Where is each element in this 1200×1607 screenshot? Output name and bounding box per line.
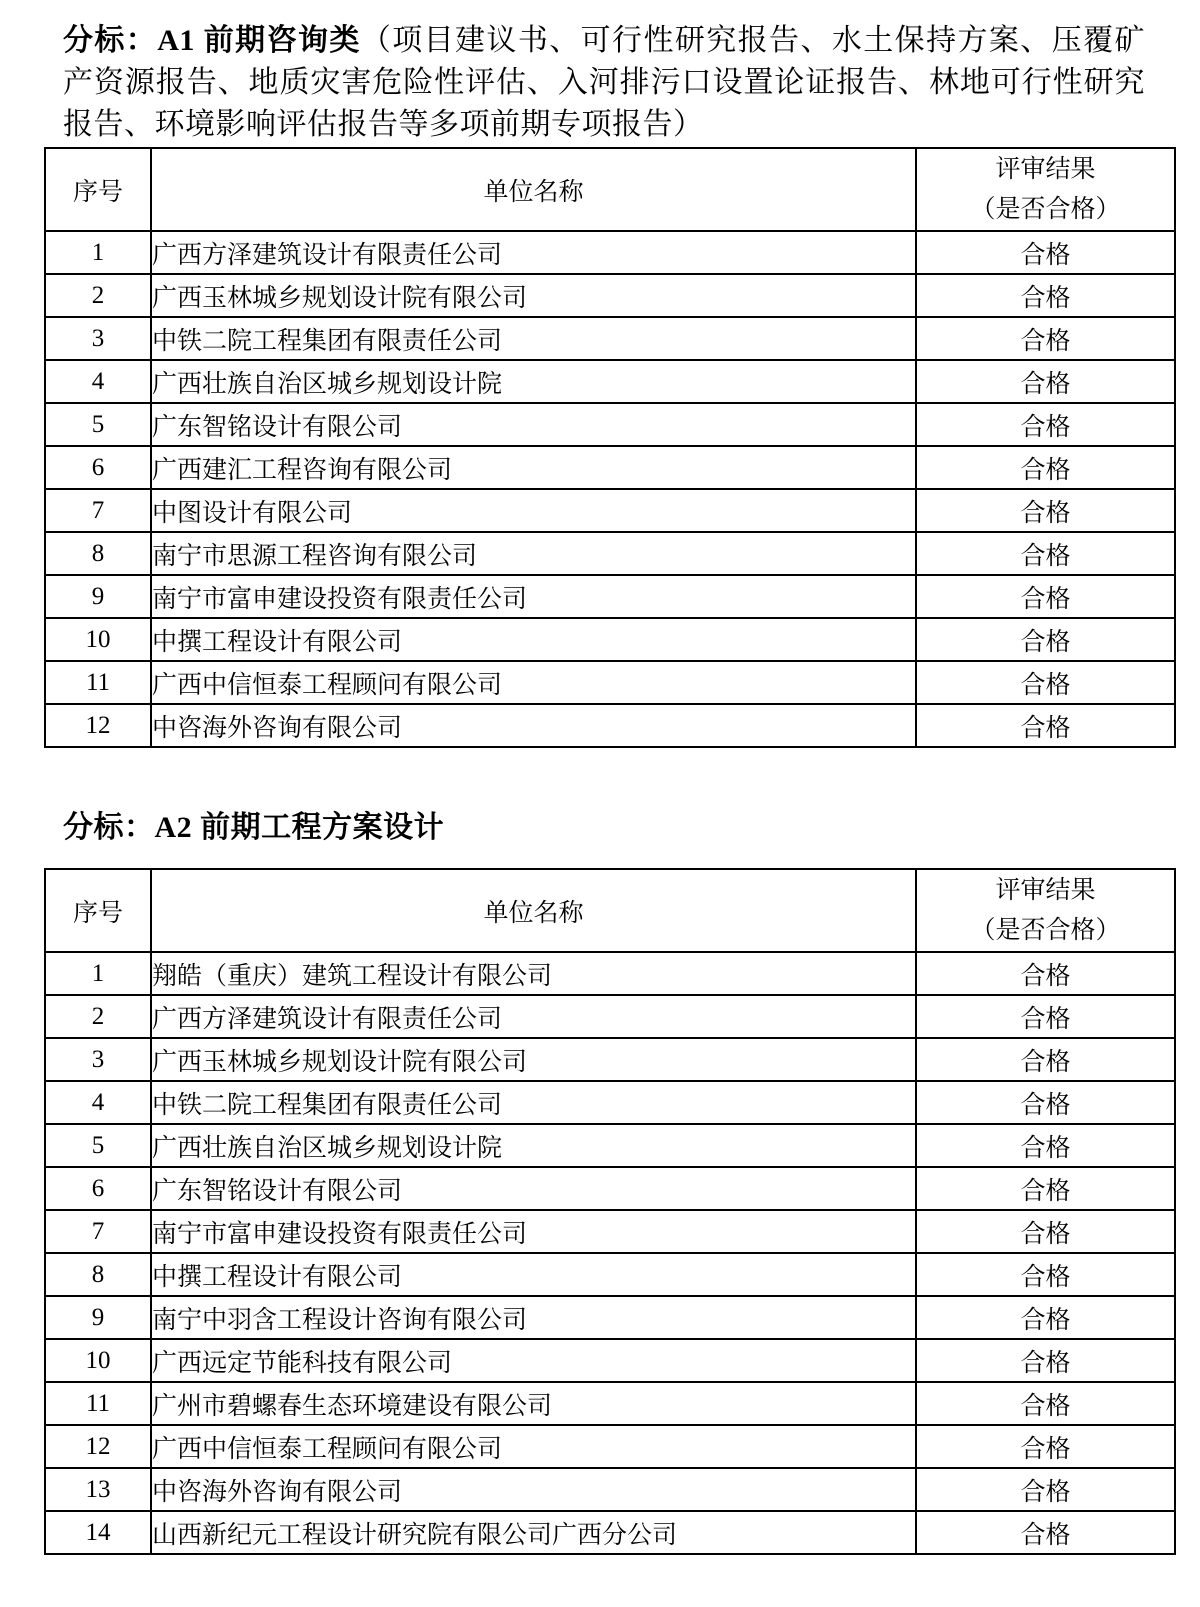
row-index: 5 [45,1124,151,1167]
section-a1-heading-label: 分标：A1 前期咨询类 [63,24,361,57]
table-row [45,489,1175,532]
row-index: 13 [45,1468,151,1511]
table-row [45,1124,1175,1167]
company-name: 中图设计有限公司 [151,489,916,532]
a2-review-table [44,868,1176,1555]
table-row [45,317,1175,360]
table-row [45,704,1175,747]
company-name: 南宁市富申建设投资有限责任公司 [151,575,916,618]
table-row [45,1339,1175,1382]
row-index: 3 [45,317,151,360]
row-index: 9 [45,575,151,618]
section-a1 [44,20,1200,748]
a1-column-header-index: 序号 [45,148,151,231]
row-index: 2 [45,995,151,1038]
table-row [45,446,1175,489]
table-row [45,1511,1175,1554]
row-index: 4 [45,1081,151,1124]
table-row [45,1296,1175,1339]
a1-table-body [45,231,1175,747]
table-row [45,1425,1175,1468]
row-index: 8 [45,532,151,575]
company-name: 广州市碧螺春生态环境建设有限公司 [151,1382,916,1425]
section-a2-heading-label: 分标：A2 前期工程方案设计 [63,811,445,844]
company-name: 山西新纪元工程设计研究院有限公司广西分公司 [151,1511,916,1554]
table-row [45,274,1175,317]
row-index: 1 [45,231,151,274]
review-result: 合格 [916,532,1175,575]
a2-column-header-name: 单位名称 [151,869,916,952]
company-name: 中铁二院工程集团有限责任公司 [151,1081,916,1124]
table-row [45,1167,1175,1210]
review-result: 合格 [916,1296,1175,1339]
row-index: 7 [45,1210,151,1253]
table-row [45,231,1175,274]
review-result: 合格 [916,1081,1175,1124]
company-name: 广西中信恒泰工程顾问有限公司 [151,1425,916,1468]
review-result: 合格 [916,704,1175,747]
row-index: 6 [45,1167,151,1210]
section-a2 [44,807,1200,1555]
review-result: 合格 [916,1511,1175,1554]
company-name: 南宁中羽含工程设计咨询有限公司 [151,1296,916,1339]
review-result: 合格 [916,1382,1175,1425]
table-row [45,661,1175,704]
company-name: 翔皓（重庆）建筑工程设计有限公司 [151,952,916,995]
table-row [45,952,1175,995]
review-result: 合格 [916,575,1175,618]
row-index: 8 [45,1253,151,1296]
section-a1-heading [63,20,1145,146]
company-name: 广西壮族自治区城乡规划设计院 [151,1124,916,1167]
company-name: 广西中信恒泰工程顾问有限公司 [151,661,916,704]
company-name: 中撰工程设计有限公司 [151,618,916,661]
review-result: 合格 [916,1124,1175,1167]
a2-column-header-result [916,869,1175,952]
table-row [45,1210,1175,1253]
review-result: 合格 [916,1339,1175,1382]
row-index: 1 [45,952,151,995]
a1-table-header-row [45,148,1175,231]
review-result: 合格 [916,661,1175,704]
a1-column-header-result-line2: （是否合格） [970,195,1121,223]
company-name: 广西方泽建筑设计有限责任公司 [151,995,916,1038]
company-name: 广东智铭设计有限公司 [151,1167,916,1210]
table-row [45,403,1175,446]
company-name: 广东智铭设计有限公司 [151,403,916,446]
row-index: 12 [45,1425,151,1468]
row-index: 2 [45,274,151,317]
row-index: 10 [45,1339,151,1382]
review-result: 合格 [916,952,1175,995]
company-name: 广西建汇工程咨询有限公司 [151,446,916,489]
table-row [45,360,1175,403]
review-result: 合格 [916,1167,1175,1210]
a1-column-header-result-line1: 评审结果 [995,155,1096,183]
a2-table-body [45,952,1175,1554]
review-result: 合格 [916,1038,1175,1081]
row-index: 14 [45,1511,151,1554]
table-row [45,618,1175,661]
review-result: 合格 [916,1253,1175,1296]
review-result: 合格 [916,231,1175,274]
a1-column-header-result [916,148,1175,231]
company-name: 中咨海外咨询有限公司 [151,1468,916,1511]
review-result: 合格 [916,274,1175,317]
section-a2-heading [63,807,1145,849]
section-a1-heading-detail: （项目建议书、可行性研究报告、水土保持方案、压覆矿产资源报告、地质灾害危险性评估、入河排污口设置论证报告、林地可行性研究报告、环境影响评估报告等多项前期专项报告） [63,24,1146,141]
a2-table-header-row [45,869,1175,952]
review-result: 合格 [916,403,1175,446]
row-index: 10 [45,618,151,661]
row-index: 11 [45,1382,151,1425]
company-name: 中咨海外咨询有限公司 [151,704,916,747]
a2-column-header-result-line2: （是否合格） [970,916,1121,944]
review-result: 合格 [916,1210,1175,1253]
row-index: 9 [45,1296,151,1339]
review-result: 合格 [916,995,1175,1038]
a2-column-header-index: 序号 [45,869,151,952]
a2-column-header-result-line1: 评审结果 [995,876,1096,904]
table-row [45,1253,1175,1296]
row-index: 5 [45,403,151,446]
company-name: 中铁二院工程集团有限责任公司 [151,317,916,360]
row-index: 6 [45,446,151,489]
a1-review-table [44,147,1176,748]
company-name: 南宁市富申建设投资有限责任公司 [151,1210,916,1253]
row-index: 7 [45,489,151,532]
company-name: 广西壮族自治区城乡规划设计院 [151,360,916,403]
review-result: 合格 [916,1468,1175,1511]
company-name: 广西方泽建筑设计有限责任公司 [151,231,916,274]
table-row [45,1081,1175,1124]
review-result: 合格 [916,489,1175,532]
table-row [45,1382,1175,1425]
company-name: 广西远定节能科技有限公司 [151,1339,916,1382]
company-name: 南宁市思源工程咨询有限公司 [151,532,916,575]
table-row [45,1468,1175,1511]
review-result: 合格 [916,360,1175,403]
review-result: 合格 [916,446,1175,489]
review-result: 合格 [916,317,1175,360]
row-index: 4 [45,360,151,403]
row-index: 3 [45,1038,151,1081]
table-row [45,532,1175,575]
table-row [45,995,1175,1038]
company-name: 广西玉林城乡规划设计院有限公司 [151,274,916,317]
table-row [45,1038,1175,1081]
row-index: 12 [45,704,151,747]
table-row [45,575,1175,618]
company-name: 广西玉林城乡规划设计院有限公司 [151,1038,916,1081]
review-result: 合格 [916,618,1175,661]
company-name: 中撰工程设计有限公司 [151,1253,916,1296]
a1-column-header-name: 单位名称 [151,148,916,231]
review-result: 合格 [916,1425,1175,1468]
row-index: 11 [45,661,151,704]
